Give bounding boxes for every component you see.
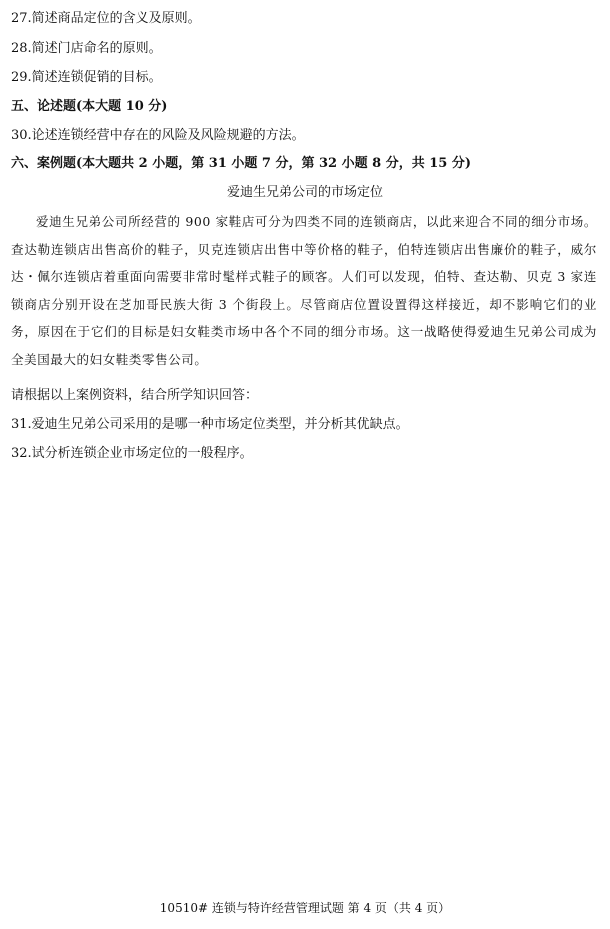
question-30: 30.论述连锁经营中存在的风险及风险规避的方法。 (11, 128, 305, 143)
question-27: 27.简述商品定位的含义及原则。 (11, 11, 201, 26)
question-31: 31.爱迪生兄弟公司采用的是哪一种市场定位类型，并分析其优缺点。 (11, 417, 409, 432)
case-title: 爱迪生兄弟公司的市场定位 (226, 185, 383, 200)
question-32: 32.试分析连锁企业市场定位的一般程序。 (11, 446, 253, 461)
answer-prompt: 请根据以上案例资料，结合所学知识回答： (11, 388, 259, 403)
case-paragraph: 爱迪生兄弟公司所经营的 900 家鞋店可分为四类不同的连锁商店，以此来迎合不同的细分市场。查达勒连锁店出售高价的鞋子，贝克连锁店出售中等价格的鞋子，伯特连锁店出售廉价的鞋子，威尔达・佩尔连锁店着重面向需要非常时髦样式鞋子的顾客。人们可以发现，伯特、查达勒、贝克 3 家连锁商店分别开设在芝加哥民族大街 3 个街段上。尽管商店位置设置得这样接近，却不影响它们的业务，原因在于它们的目标是妇女鞋类市场中各个不同的细分市场。这一战略使得爱迪生兄弟公司成为全美国最大的妇女鞋类零售公司。 (11, 214, 597, 367)
section-6-heading: 六、案例题(本大题共 2 小题，第 31 小题 7 分，第 32 小题 8 分，共 15 分) (11, 156, 472, 171)
section-5-heading: 五、论述题(本大题 10 分) (11, 99, 168, 114)
question-28: 28.简述门店命名的原则。 (11, 41, 162, 56)
page-footer: 10510# 连锁与特许经营管理试题 第 4 页（共 4 页） (159, 901, 451, 915)
question-29: 29.简述连锁促销的目标。 (11, 70, 162, 85)
